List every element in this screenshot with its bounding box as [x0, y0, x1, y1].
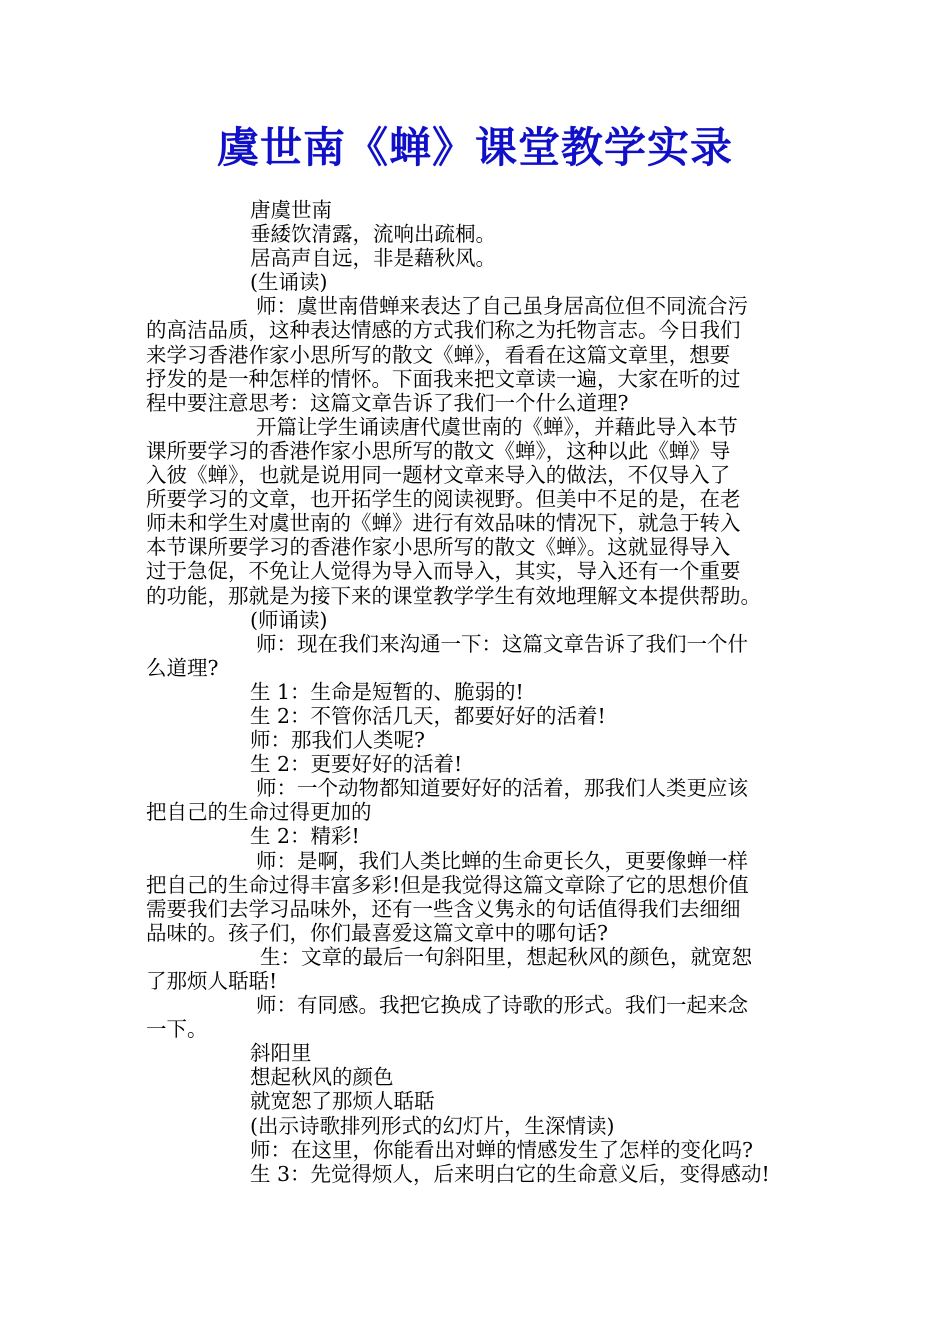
- text-line: 把自己的生命过得丰富多彩!但是我觉得这篇文章除了它的思想价值: [146, 872, 749, 897]
- text-line: 师：在这里，你能看出对蝉的情感发生了怎样的变化吗?: [250, 1137, 753, 1162]
- text-line: 一下。: [146, 1017, 208, 1042]
- text-line: 本节课所要学习的香港作家小思所写的散文《蝉》。这就显得导入: [146, 535, 731, 560]
- text-line: 的高洁品质，这种表达情感的方式我们称之为托物言志。今日我们: [146, 318, 741, 343]
- text-line: 么道理?: [146, 655, 219, 680]
- text-line: 想起秋风的颜色: [250, 1065, 394, 1090]
- text-line: 斜阳里: [250, 1041, 312, 1066]
- text-line: 课所要学习的香港作家小思所写的散文《蝉》，这种以此《蝉》导: [146, 438, 731, 463]
- text-line: 入彼《蝉》，也就是说用同一题材文章来导入的做法，不仅导入了: [146, 463, 731, 488]
- text-line: (生诵读): [250, 270, 328, 295]
- text-line: 师：那我们人类呢?: [250, 728, 425, 753]
- text-line: 生 1：生命是短暂的、脆弱的!: [250, 679, 524, 704]
- text-line: 开篇让学生诵读唐代虞世南的《蝉》，并藉此导入本节: [256, 414, 738, 439]
- text-line: 来学习香港作家小思所写的散文《蝉》，看看在这篇文章里，想要: [146, 342, 731, 367]
- text-line: 师未和学生对虞世南的《蝉》进行有效品味的情况下，就急于转入: [146, 511, 741, 536]
- text-line: 了那烦人聒聒!: [146, 969, 278, 993]
- text-line: 师：虞世南借蝉来表达了自己虽身居高位但不同流合污: [256, 294, 748, 319]
- text-line: 生 2：不管你活几天，都要好好的活着!: [250, 703, 606, 728]
- document-title: 虞世南《蝉》课堂教学实录: [216, 123, 733, 172]
- text-line: 师：有同感。我把它换成了诗歌的形式。我们一起来念: [256, 993, 748, 1018]
- text-line: 唐虞世南: [250, 198, 332, 222]
- text-line: 生：文章的最后一句斜阳里，想起秋风的颜色，就宽恕: [260, 944, 752, 969]
- text-line: 师：是啊，我们人类比蝉的生命更长久，更要像蝉一样: [256, 848, 748, 873]
- text-line: 所要学习的文章，也开拓学生的阅读视野。但美中不足的是，在老: [146, 487, 741, 512]
- text-line: 垂緌饮清露，流响出疏桐。: [250, 222, 496, 247]
- text-line: 抒发的是一种怎样的情怀。下面我来把文章读一遍，大家在听的过: [146, 366, 741, 391]
- text-line: 的功能，那就是为接下来的课堂教学学生有效地理解文本提供帮助。: [146, 583, 761, 608]
- text-line: 程中要注意思考：这篇文章告诉了我们一个什么道理?: [146, 390, 629, 415]
- text-line: 就宽恕了那烦人聒聒: [250, 1089, 435, 1114]
- text-line: 把自己的生命过得更加的: [146, 800, 372, 825]
- text-line: 需要我们去学习品味外，还有一些含义隽永的句话值得我们去细细: [146, 896, 741, 921]
- text-line: 师：一个动物都知道要好好的活着，那我们人类更应该: [256, 776, 748, 801]
- text-line: 过于急促，不免让人觉得为导入而导入，其实，导入还有一个重要: [146, 559, 741, 584]
- text-line: (师诵读): [250, 607, 328, 632]
- text-line: 品味的。孩子们，你们最喜爱这篇文章中的哪句话?: [146, 920, 608, 945]
- text-line: 生 3：先觉得烦人，后来明白它的生命意义后，变得感动!: [250, 1161, 770, 1186]
- text-line: 生 2：更要好好的活着!: [250, 752, 463, 777]
- document-body: [146, 198, 806, 1186]
- text-line: 居高声自远，非是藉秋风。: [250, 246, 496, 271]
- text-line: (出示诗歌排列形式的幻灯片，生深情读): [250, 1113, 615, 1138]
- text-line: 生 2：精彩!: [250, 824, 360, 849]
- text-line: 师：现在我们来沟通一下：这篇文章告诉了我们一个什: [256, 631, 748, 656]
